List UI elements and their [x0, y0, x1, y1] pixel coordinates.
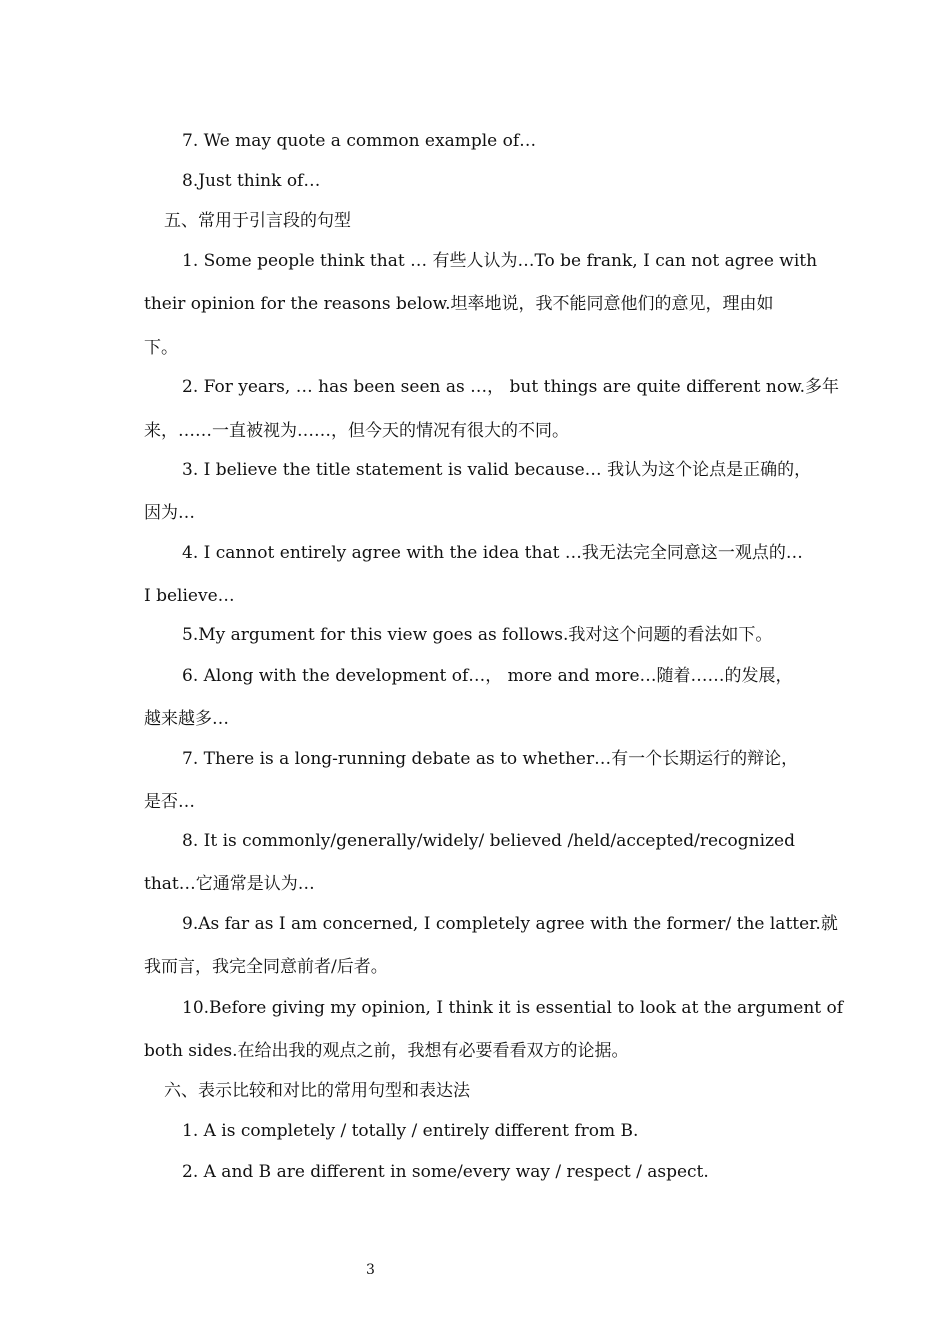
section-heading: 六、表示比较和对比的常用句型和表达法: [164, 1081, 470, 1101]
text-line: 3. I believe the title statement is valid because… 我认为这个论点是正确的，: [182, 460, 812, 480]
text-line: 1. A is completely / totally / entirely different from B.: [182, 1121, 639, 1141]
text-line: 5.My argument for this view goes as follows.我对这个问题的看法如下。: [182, 625, 773, 645]
text-line: both sides.在给出我的观点之前，我想有必要看看双方的论据。: [144, 1041, 629, 1061]
text-line: 6. Along with the development of…， more and more…随着……的发展，: [182, 666, 793, 686]
text-line: 8.Just think of…: [182, 171, 321, 191]
text-line: 越来越多…: [144, 709, 229, 729]
text-line: 是否…: [144, 792, 195, 812]
text-line: 1. Some people think that … 有些人认为…To be frank, I can not agree with: [182, 251, 818, 271]
text-line: 9.As far as I am concerned, I completely agree with the former/ the latter.就: [182, 914, 838, 934]
section-heading: 五、常用于引言段的句型: [164, 211, 351, 231]
text-line: 8. It is commonly/generally/widely/ believed /held/accepted/recognized: [182, 831, 795, 851]
text-line: 我而言，我完全同意前者/后者。: [144, 957, 388, 977]
text-line: 2. A and B are different in some/every way / respect / aspect.: [182, 1162, 709, 1182]
text-line: their opinion for the reasons below.坦率地说，我不能同意他们的意见，理由如: [144, 294, 774, 314]
text-line: 7. There is a long-running debate as to whether…有一个长期运行的辩论，: [182, 749, 799, 769]
text-line: 下。: [144, 338, 178, 358]
text-line: that…它通常是认为…: [144, 874, 315, 894]
text-line: 7. We may quote a common example of…: [182, 131, 537, 151]
text-line: I believe…: [144, 586, 235, 606]
text-line: 来，……一直被视为……，但今天的情况有很大的不同。: [144, 421, 569, 441]
text-line: 10.Before giving my opinion, I think it is essential to look at the argument of: [182, 998, 844, 1018]
page-number: 3: [366, 1262, 375, 1278]
text-line: 4. I cannot entirely agree with the idea that …我无法完全同意这一观点的…: [182, 543, 803, 563]
text-line: 2. For years, … has been seen as …， but things are quite different now.多年: [182, 377, 840, 397]
text-line: 因为…: [144, 503, 195, 523]
